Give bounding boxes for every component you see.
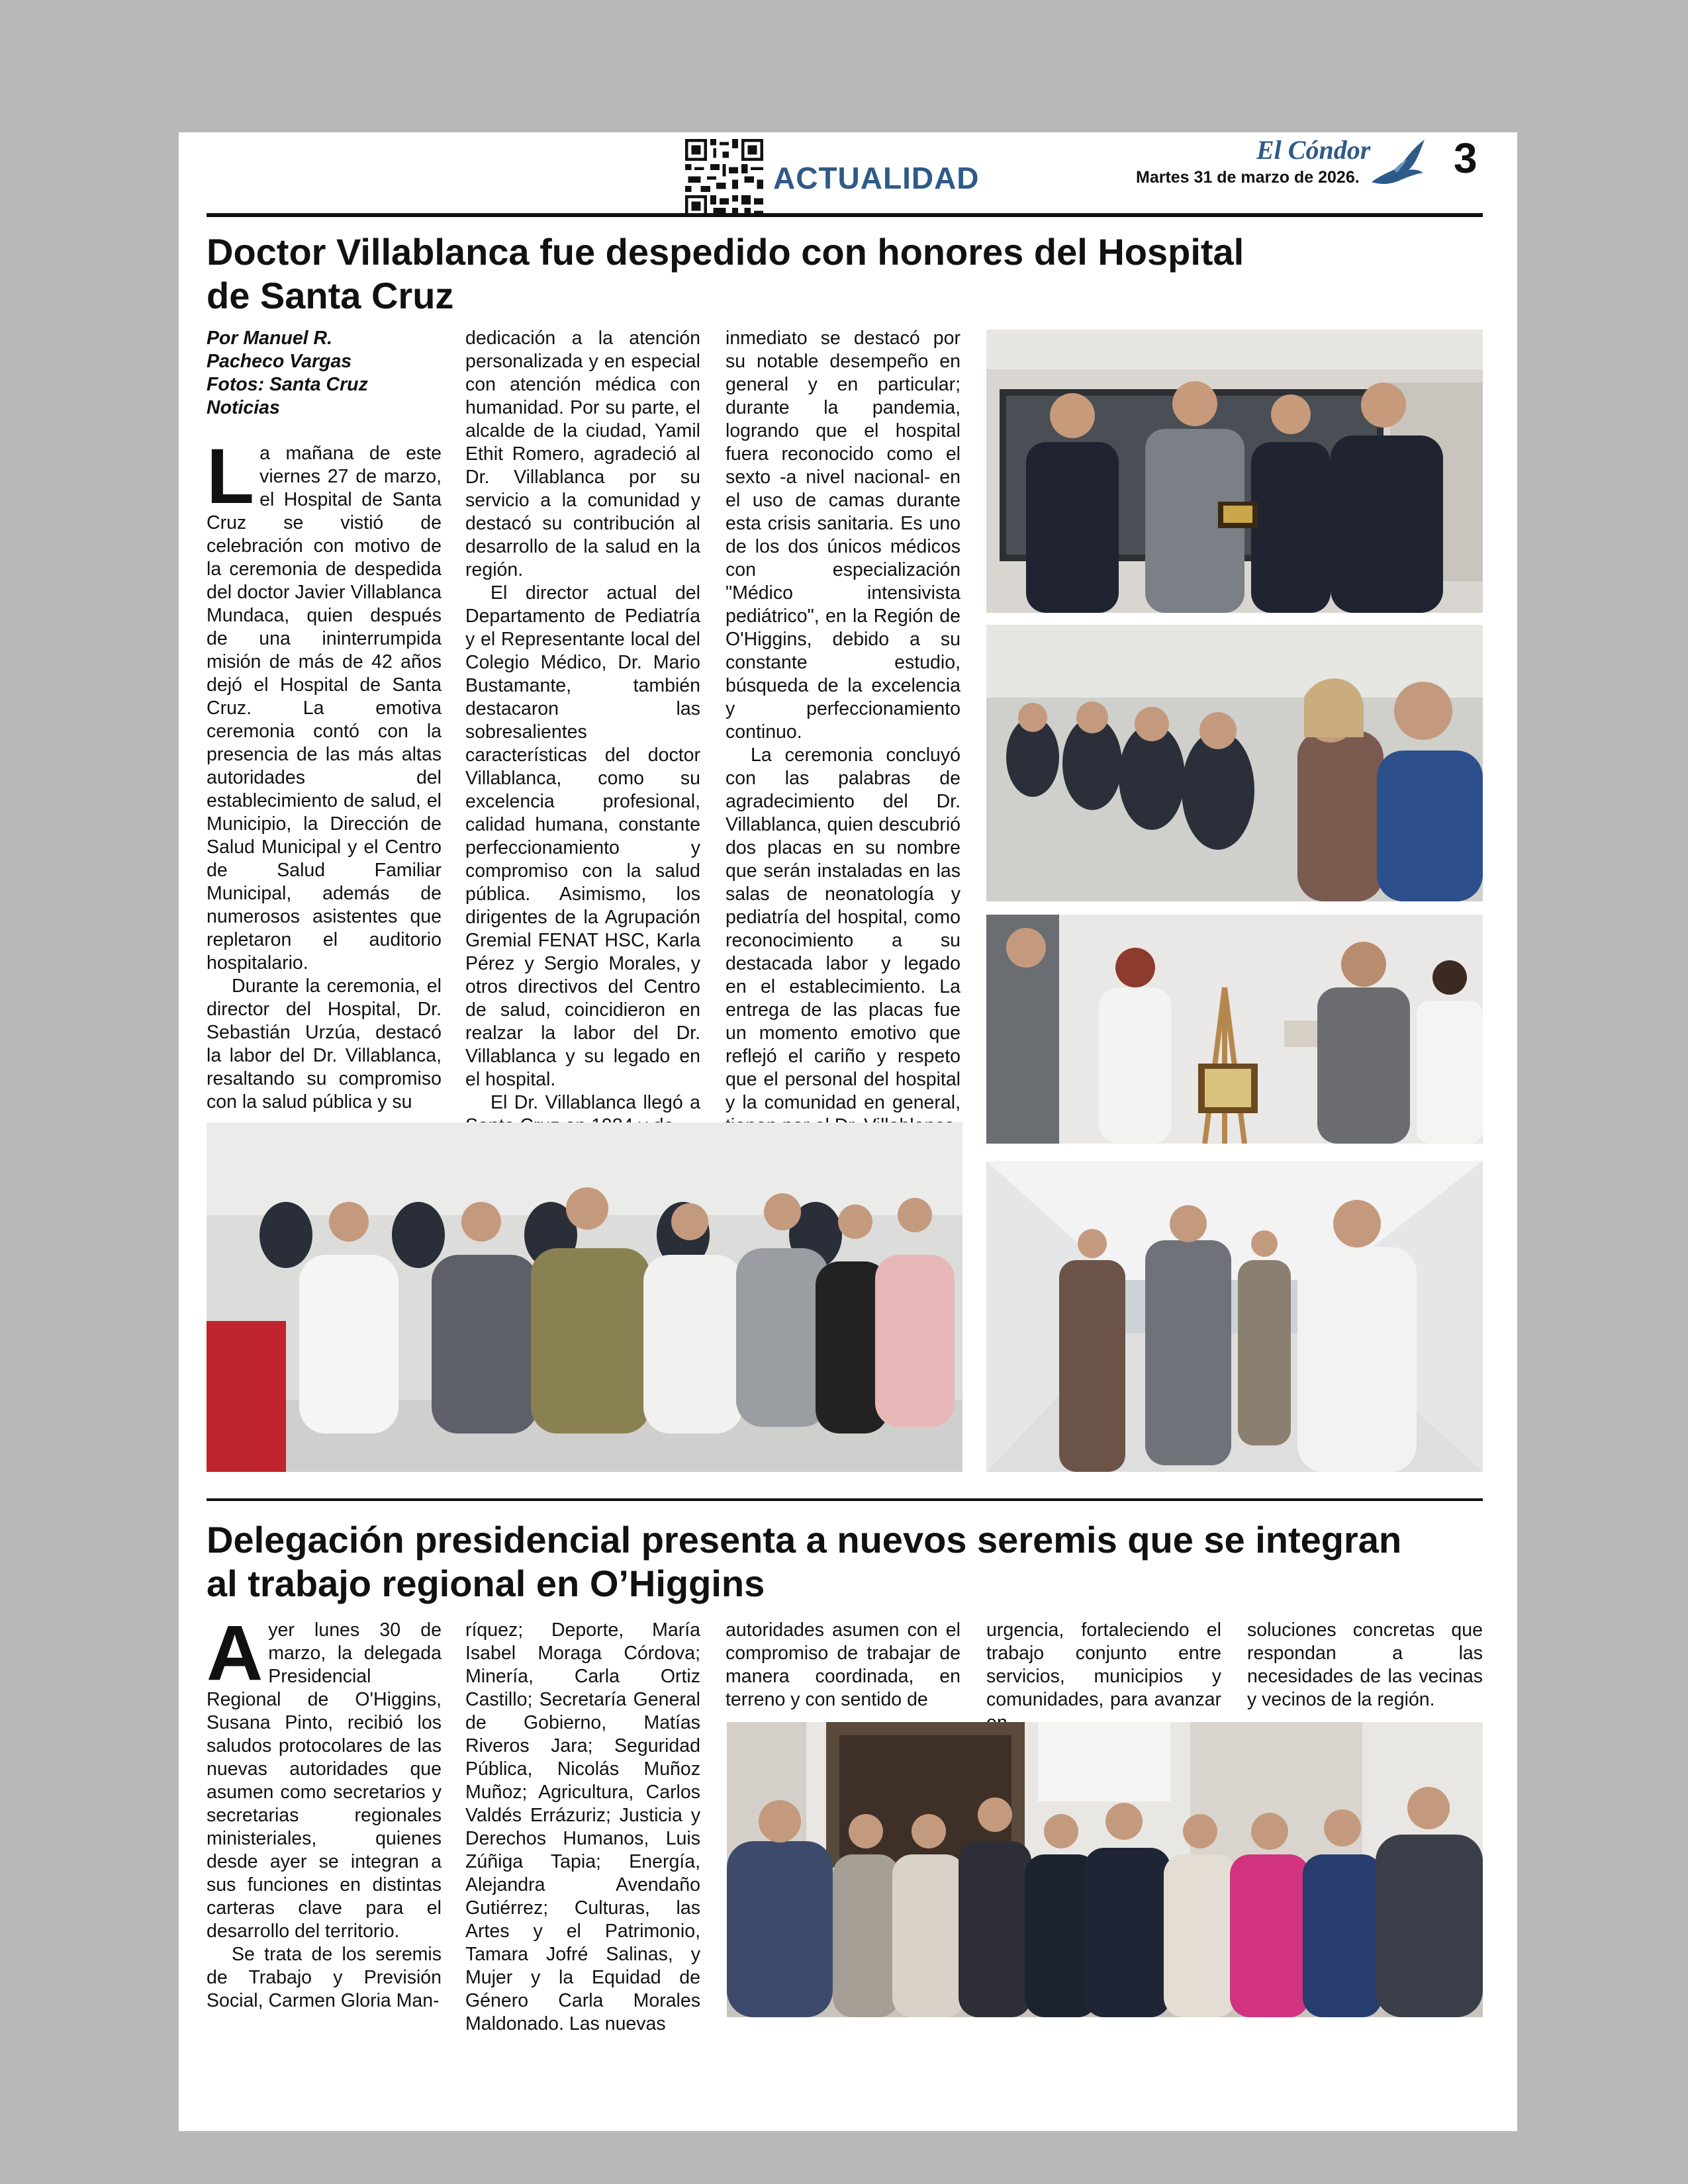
article1-headline	[207, 230, 1358, 318]
article2-paragraph: urgencia, fortaleciendo el trabajo conjunto entre servicios, municipios y comunidades, para avanzar	[986, 1619, 1221, 1710]
article1-paragraph: El Dr. Villablanca llegó a	[491, 1092, 700, 1113]
article2-column-4	[986, 1619, 1221, 1735]
section-label: ACTUALIDAD	[773, 161, 980, 195]
qr-code-icon	[685, 139, 763, 217]
header-rule	[207, 213, 1483, 217]
photo-plaque-easel	[986, 915, 1483, 1144]
photo-seremis-group	[727, 1722, 1483, 2017]
issue-date: Martes 31 de marzo de 2026.	[1136, 168, 1360, 187]
photo-audience	[986, 625, 1483, 901]
photo-auditorium-front-row	[207, 1122, 962, 1472]
article1-paragraph: inmediato se destacó por su notable desempeño en general y en particular; durante la pandemia, logrando que el hospital fuera reconocido como el sexto -a nivel nacional- en el uso de camas durante esta crisis sanitaria. Es uno de los dos únicos médicos con especialización "Médico intensivista pediátrico", en la Región de O'Higgins, debido a su constante estudio, búsqueda de la excelencia y perfeccionamiento continuo.	[726, 328, 961, 743]
article1-byline: Por Manuel R. Pacheco Vargas	[207, 328, 352, 372]
photo-plaque-presentation	[986, 330, 1483, 613]
article2-column-2	[465, 1619, 700, 2036]
article1-column-3	[726, 327, 961, 1138]
article2-dropcap: A	[207, 1610, 263, 1697]
article2-headline	[207, 1518, 1484, 1606]
article1-paragraph: El director actual del Departamento de Pediatría y el Representante local del Colegio Médico, Dr. Mario Bustamante, también destacaron las sobresalientes características del doctor Villablanca, como su excelencia profesional, calidad humana, constante perfeccionamiento y compromiso con la salud pública. Asimismo, los dirigentes de la Agrupación Gremial FENAT HSC, Karla Pérez y Sergio Morales, y otros directivos del Centro de salud, coincidieron en realzar la labor del Dr. Villablanca y su legado en el hospital.	[465, 582, 700, 1090]
article1-photo-credit: Fotos: Santa Cruz Noticias	[207, 374, 368, 418]
condor-logo-icon	[1368, 136, 1427, 193]
article2-column-3	[726, 1619, 961, 1711]
article2-paragraph: soluciones concretas que respondan a las necesidades de las vecinas y vecinos de la región.	[1247, 1619, 1483, 1710]
newspaper-name: El Cóndor	[1256, 135, 1371, 165]
article2-column-5	[1247, 1619, 1483, 1711]
article2-paragraph: yer lunes 30 de marzo, la delegada Presidencial Regional de O'Higgins, Susana Pinto, recibió los saludos protocolares de las nuevas autoridades que asumen como secretarios y secretarias regionales ministeriales, quienes desde ayer se integran a sus funciones en distintas carteras clave para el desarrollo del territorio.	[207, 1619, 442, 1942]
article1-title-line1: Doctor Villablanca fue despedido con honores del Hospital	[207, 231, 1244, 273]
article1-title-line2: de Santa Cruz	[207, 275, 454, 316]
article1-paragraph: dedicación a la atención personalizada y en especial con atención médica con humanidad. Por su parte, el alcalde de la ciudad, Yamil Ethit Romero, agradeció al Dr. Villablanca por su servicio a la comunidad y destacó su contribución al desarrollo de la salud en la región.	[465, 328, 700, 580]
article2-title-line1: Delegación presidencial presenta a nuevos seremis que se integran	[207, 1519, 1402, 1561]
photo-hallway	[986, 1161, 1483, 1472]
article2-paragraph: Se trata de los seremis de Trabajo y Previsión Social, Carmen Gloria Man-	[207, 1944, 442, 2011]
article2-paragraph: ríquez; Deporte, María Isabel Moraga Córdova; Minería, Carla Ortiz Castillo; Secretaría General de Gobierno, Matías Riveros Jara; Seguridad Pública, Nicolás Muñoz Muñoz; Agricultura, Carlos Valdés Errázuriz; Justicia y Derechos Humanos, Luis Zúñiga Tapia; Energía, Alejandra Avendaño Gutiérrez; Culturas, las Artes y el Patrimonio, Tamara Jofré Salinas, y Mujer y la Equidad de Género Carla Morales Maldonado. Las nuevas	[465, 1619, 700, 2034]
article1-paragraph: Durante la ceremonia, el director del Hospital, Dr. Sebastián Urzúa, destacó la labor del Dr. Villablanca, resaltando su compromiso con la salud pública y su	[207, 976, 442, 1113]
page-number: 3	[1454, 134, 1477, 182]
article1-paragraph: a mañana de este viernes 27 de marzo, el Hospital de Santa Cruz se vistió de celebración con motivo de la ceremonia de despedida del doctor Javier Villablanca Mundaca, quien después de una ininterrumpida misión de más de 42 años dejó el Hospital de Santa Cruz. La emotiva ceremonia contó con la presencia de las más altas autoridades del establecimiento de salud, el Municipio, la Dirección de Salud Municipal y el Centro de Salud Familiar Municipal, además de numerosos asistentes que repletaron el auditorio hospitalario.	[207, 443, 442, 974]
article2-paragraph: autoridades asumen con el compromiso de trabajar de manera coordinada, en terreno y con sentido de	[726, 1619, 961, 1710]
article-divider	[207, 1498, 1483, 1501]
article1-paragraph: La ceremonia concluyó con las palabras de agradecimiento del Dr. Villablanca, quien descubrió dos placas en su nombre que serán instaladas en las salas de neonatología y pediatría del hospital, como reconocimiento a su destacada labor y legado en el establecimiento. La entrega de las placas fue un momento emotivo que reflejó el cariño y respeto que el personal del hospital y la comunidad en general,	[726, 745, 961, 1113]
article1-column-1	[207, 327, 442, 1114]
article2-title-line2: al trabajo regional en O’Higgins	[207, 1563, 765, 1604]
article2-column-1	[207, 1610, 442, 2013]
article1-dropcap: L	[207, 433, 255, 520]
article1-column-2	[465, 327, 700, 1138]
